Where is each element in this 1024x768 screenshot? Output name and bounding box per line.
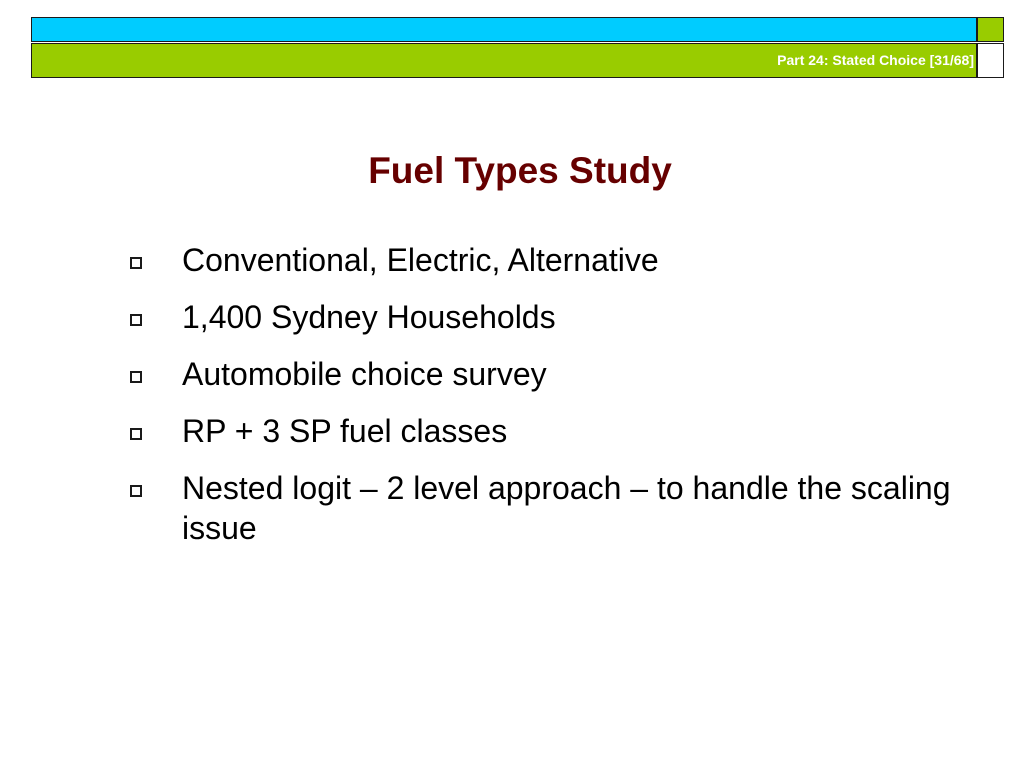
square-bullet-icon xyxy=(130,371,142,383)
square-bullet-icon xyxy=(130,485,142,497)
bullet-item xyxy=(130,411,960,451)
bullet-item xyxy=(130,297,960,337)
square-bullet-icon xyxy=(130,428,142,440)
bullet-item xyxy=(130,468,960,548)
part-label: Part 24: Stated Choice [31/68] xyxy=(777,52,974,68)
header-corner-bottom-block xyxy=(977,43,1004,78)
square-bullet-icon xyxy=(130,314,142,326)
header-top-band xyxy=(31,17,977,42)
bullet-item xyxy=(130,354,960,394)
bullet-text: Nested logit – 2 level approach – to handle the scaling issue xyxy=(182,470,951,546)
header-corner-top-block xyxy=(977,17,1004,42)
bullet-text: RP + 3 SP fuel classes xyxy=(182,413,508,449)
slide-title: Fuel Types Study xyxy=(368,150,672,191)
bullet-list xyxy=(130,240,960,565)
square-bullet-icon xyxy=(130,257,142,269)
bullet-text: Automobile choice survey xyxy=(182,356,547,392)
bullet-item xyxy=(130,240,960,280)
bullet-text: 1,400 Sydney Households xyxy=(182,299,556,335)
bullet-text: Conventional, Electric, Alternative xyxy=(182,242,659,278)
